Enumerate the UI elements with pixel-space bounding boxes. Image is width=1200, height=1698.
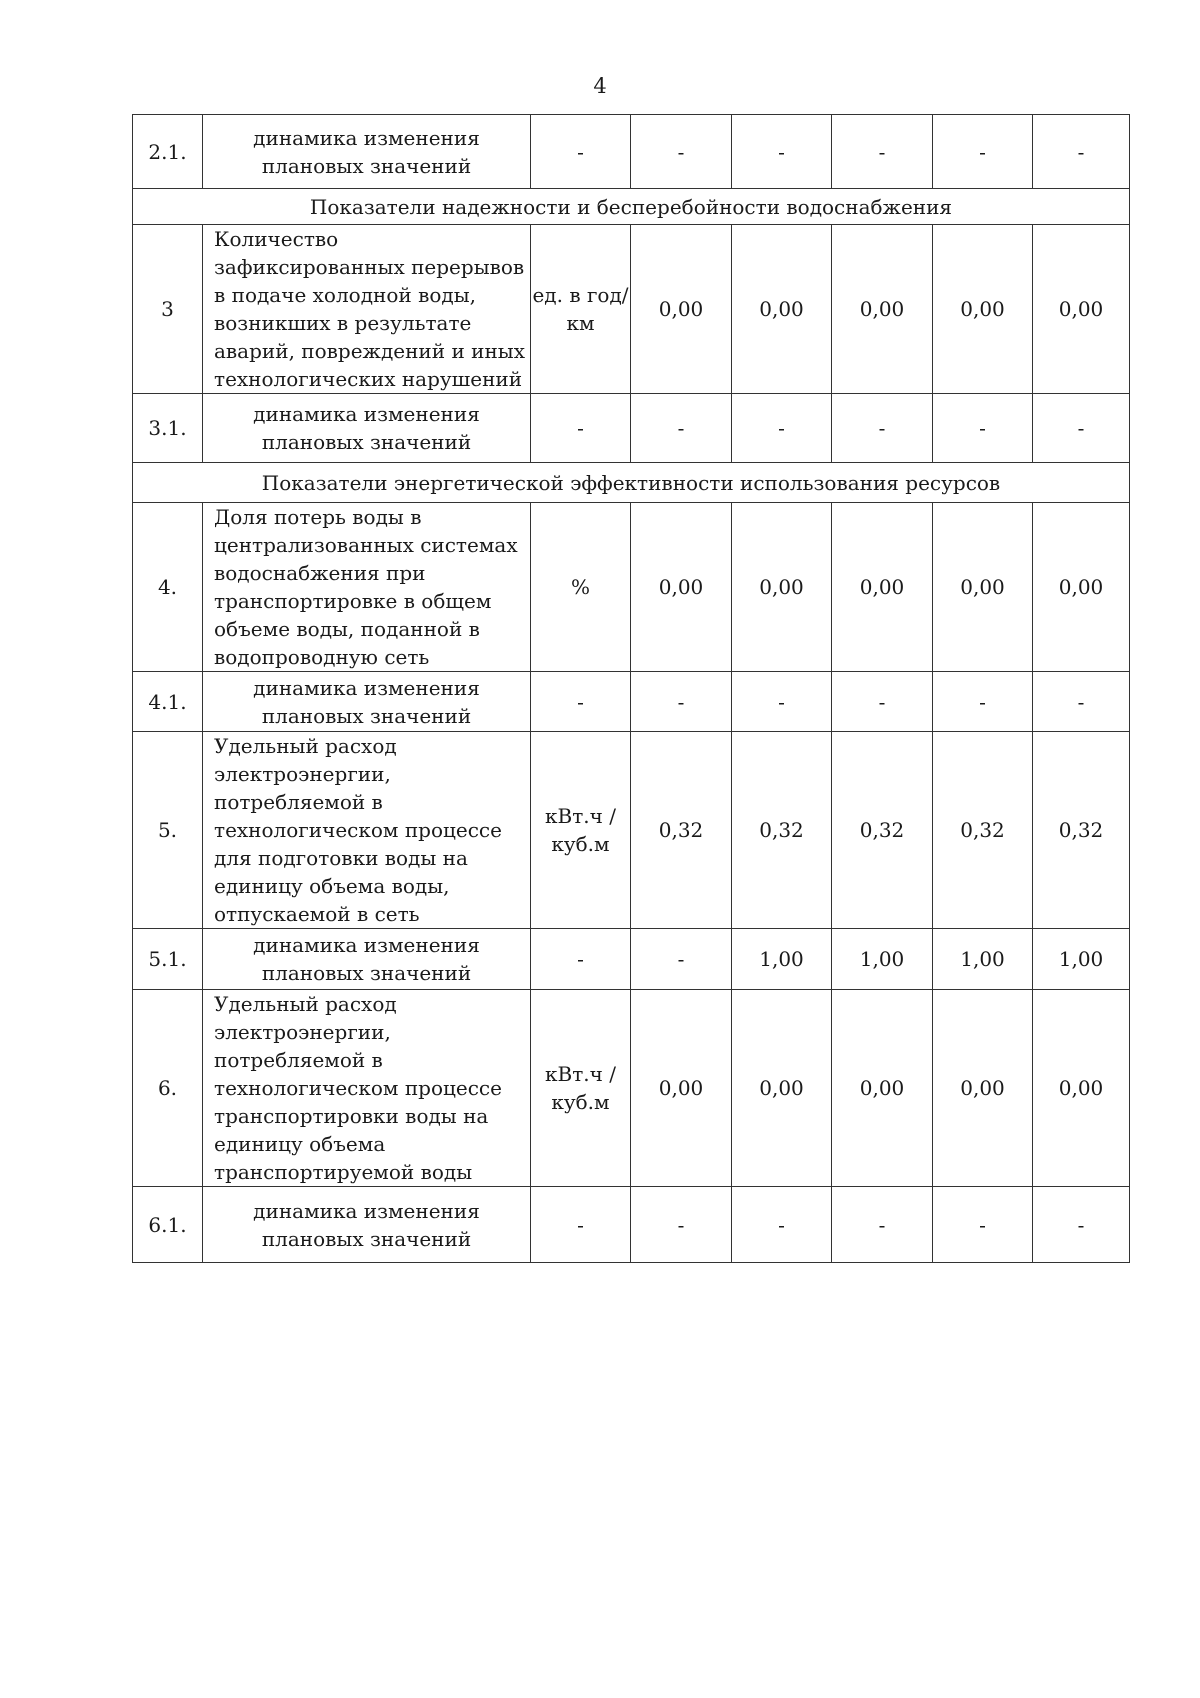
section-heading: Показатели надежности и бесперебойности водоснабжения (133, 189, 1130, 225)
section-heading: Показатели энергетической эффективности использования ресурсов (133, 463, 1130, 503)
value-cell: 1,00 (832, 929, 933, 990)
value-cell: 0,00 (1033, 990, 1130, 1187)
page-number: 4 (593, 74, 607, 98)
value-cell: 0,00 (1033, 225, 1130, 394)
unit-cell: - (531, 115, 631, 189)
section-row (133, 189, 1130, 225)
row-number-cell: 4. (133, 503, 203, 672)
value-cell: - (832, 1187, 933, 1263)
table-row (133, 732, 1130, 929)
unit-cell: кВт.ч / куб.м (531, 732, 631, 929)
value-cell: 0,00 (933, 503, 1033, 672)
indicator-description-cell: динамика изменения плановых значений (203, 1187, 531, 1263)
indicators-table (132, 114, 1130, 1263)
value-cell: - (832, 672, 933, 732)
value-cell: - (1033, 115, 1130, 189)
value-cell: - (1033, 394, 1130, 463)
unit-cell: - (531, 929, 631, 990)
value-cell: - (732, 394, 832, 463)
value-cell: - (631, 672, 732, 732)
value-cell: 0,00 (631, 990, 732, 1187)
value-cell: - (933, 1187, 1033, 1263)
unit-cell: - (531, 672, 631, 732)
value-cell: - (732, 1187, 832, 1263)
value-cell: 0,00 (1033, 503, 1130, 672)
indicator-description-cell: Количество зафиксированных перерывов в подаче холодной воды, возникших в результате аварий, повреждений и иных технологических нарушений (203, 225, 531, 394)
indicator-description-cell: динамика изменения плановых значений (203, 115, 531, 189)
indicator-description-cell: Удельный расход электроэнергии, потребляемой в технологическом процессе транспортировки воды на единицу объема транспортируемой воды (203, 990, 531, 1187)
table-row (133, 394, 1130, 463)
value-cell: - (631, 394, 732, 463)
row-number-cell: 6.1. (133, 1187, 203, 1263)
indicator-description-cell: динамика изменения плановых значений (203, 929, 531, 990)
row-number-cell: 4.1. (133, 672, 203, 732)
value-cell: 0,32 (732, 732, 832, 929)
value-cell: - (1033, 1187, 1130, 1263)
value-cell: 1,00 (1033, 929, 1130, 990)
value-cell: 0,00 (732, 503, 832, 672)
value-cell: - (933, 672, 1033, 732)
section-row (133, 463, 1130, 503)
value-cell: 0,32 (933, 732, 1033, 929)
table-row (133, 115, 1130, 189)
unit-cell: кВт.ч / куб.м (531, 990, 631, 1187)
table-row (133, 225, 1130, 394)
unit-cell: ед. в год/ км (531, 225, 631, 394)
value-cell: - (631, 1187, 732, 1263)
value-cell: - (832, 394, 933, 463)
value-cell: 0,32 (631, 732, 732, 929)
table-row (133, 1187, 1130, 1263)
row-number-cell: 5.1. (133, 929, 203, 990)
unit-cell: % (531, 503, 631, 672)
row-number-cell: 3.1. (133, 394, 203, 463)
value-cell: 0,32 (1033, 732, 1130, 929)
value-cell: - (631, 929, 732, 990)
unit-cell: - (531, 1187, 631, 1263)
indicator-description-cell: динамика изменения плановых значений (203, 672, 531, 732)
value-cell: 0,00 (933, 225, 1033, 394)
value-cell: 0,00 (631, 225, 732, 394)
value-cell: 0,00 (832, 990, 933, 1187)
value-cell: 0,32 (832, 732, 933, 929)
value-cell: - (732, 115, 832, 189)
value-cell: 0,00 (631, 503, 732, 672)
value-cell: 1,00 (933, 929, 1033, 990)
value-cell: 1,00 (732, 929, 832, 990)
value-cell: - (631, 115, 732, 189)
row-number-cell: 2.1. (133, 115, 203, 189)
value-cell: - (933, 115, 1033, 189)
indicator-description-cell: Удельный расход электроэнергии, потребляемой в технологическом процессе для подготовки воды на единицу объема воды, отпускаемой в сеть (203, 732, 531, 929)
value-cell: - (933, 394, 1033, 463)
table-row (133, 929, 1130, 990)
table-row (133, 672, 1130, 732)
row-number-cell: 5. (133, 732, 203, 929)
value-cell: 0,00 (933, 990, 1033, 1187)
table-row (133, 503, 1130, 672)
value-cell: 0,00 (832, 503, 933, 672)
value-cell: 0,00 (832, 225, 933, 394)
unit-cell: - (531, 394, 631, 463)
table-row (133, 990, 1130, 1187)
value-cell: - (1033, 672, 1130, 732)
indicator-description-cell: динамика изменения плановых значений (203, 394, 531, 463)
indicator-description-cell: Доля потерь воды в централизованных системах водоснабжения при транспортировке в общем объеме воды, поданной в водопроводную сеть (203, 503, 531, 672)
value-cell: - (732, 672, 832, 732)
value-cell: - (832, 115, 933, 189)
row-number-cell: 3 (133, 225, 203, 394)
value-cell: 0,00 (732, 990, 832, 1187)
row-number-cell: 6. (133, 990, 203, 1187)
value-cell: 0,00 (732, 225, 832, 394)
